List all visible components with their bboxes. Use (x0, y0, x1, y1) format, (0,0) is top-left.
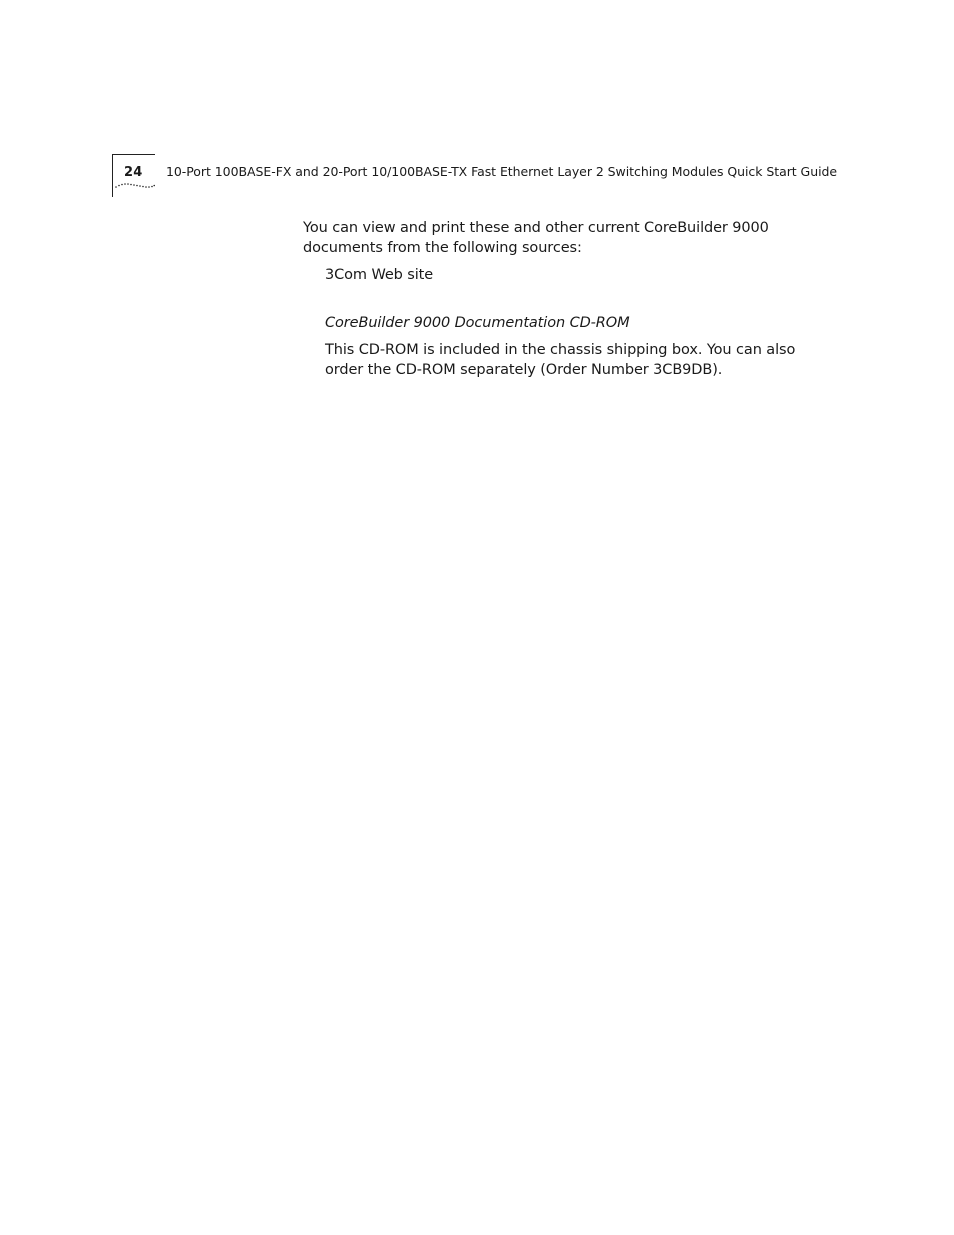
page-number-box (112, 154, 155, 197)
source-item-cd-rom-description: This CD-ROM is included in the chassis shipping box. You can also order the CD-ROM separately (Order Number 3CB9DB). (325, 342, 796, 378)
page-header (112, 154, 838, 198)
source-item-web-site: 3Com Web site (325, 267, 434, 283)
page-number: 24 (124, 165, 143, 180)
running-title: 10-Port 100BASE-FX and 20-Port 10/100BASE-TX Fast Ethernet Layer 2 Switching Modules Quick Start Guide (166, 164, 838, 179)
intro-paragraph: You can view and print these and other current CoreBuilder 9000 documents from the following sources: (303, 220, 769, 256)
dotted-flourish (115, 181, 155, 189)
source-item-cd-rom-title: CoreBuilder 9000 Documentation CD-ROM (325, 314, 630, 331)
main-content (303, 219, 803, 380)
